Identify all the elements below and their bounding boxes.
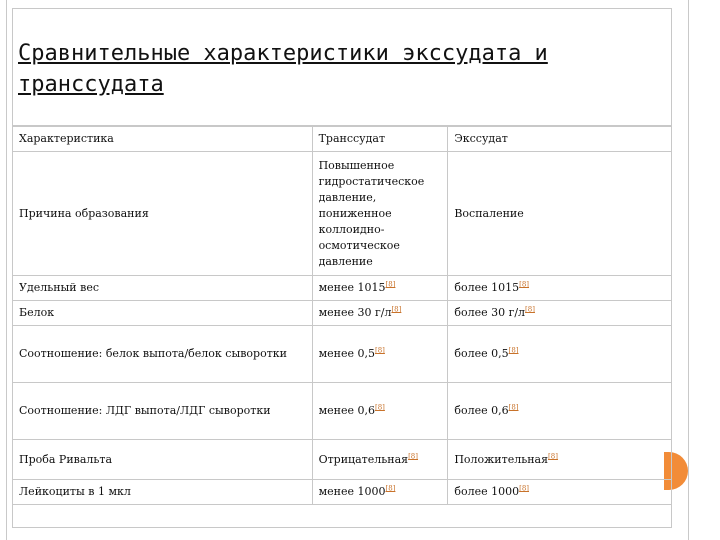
table-row (13, 276, 672, 301)
cell-characteristic: Проба Ривальта (13, 440, 313, 480)
reference-link[interactable]: [8] (374, 346, 385, 355)
cell-characteristic: Белок (13, 301, 313, 326)
reference-link[interactable]: [8] (408, 451, 418, 460)
slide-border-left (6, 0, 7, 540)
header-transudate: Транссудат (312, 127, 448, 152)
cell-value: менее 0,5 (318, 347, 375, 360)
table-row (13, 301, 672, 326)
reference-link[interactable]: [8] (548, 451, 558, 460)
cell-value: менее 30 г/л (318, 306, 392, 319)
reference-link[interactable]: [8] (508, 346, 519, 355)
cell-transudate (312, 440, 448, 480)
cell-value: более 0,6 (454, 404, 509, 417)
cell-value: менее 0,6 (318, 404, 375, 417)
reference-link[interactable]: [8] (525, 305, 535, 314)
comparison-table (12, 126, 672, 505)
cell-transudate (312, 276, 448, 301)
reference-link[interactable]: [8] (519, 280, 530, 289)
cell-exudate: Воспаление (448, 152, 672, 276)
slide-title: Сравнительные характеристики экссудата и транссудата (18, 41, 548, 97)
cell-characteristic: Удельный вес (13, 276, 313, 301)
header-characteristic: Характеристика (13, 127, 313, 152)
reference-link[interactable]: [8] (374, 403, 385, 412)
cell-characteristic: Соотношение: белок выпота/белок сыворотки (13, 326, 313, 383)
cell-characteristic: Причина образования (13, 152, 313, 276)
cell-value: более 1015 (454, 281, 520, 294)
cell-exudate (448, 383, 672, 440)
reference-link[interactable]: [8] (508, 403, 519, 412)
cell-transudate (312, 326, 448, 383)
cell-exudate (448, 276, 672, 301)
cell-value: более 30 г/л (454, 306, 526, 319)
cell-value: более 0,5 (454, 347, 509, 360)
cell-value: Отрицательная (318, 452, 409, 466)
cell-value: менее 1015 (318, 281, 386, 294)
cell-transudate (312, 301, 448, 326)
reference-link[interactable]: [8] (391, 305, 402, 314)
table-row (13, 326, 672, 383)
header-exudate: Экссудат (448, 127, 672, 152)
cell-value: менее 1000 (318, 485, 386, 498)
cell-characteristic: Соотношение: ЛДГ выпота/ЛДГ сыворотки (13, 383, 313, 440)
table-row (13, 440, 672, 480)
cell-transudate (312, 480, 448, 505)
cell-exudate (448, 301, 672, 326)
cell-transudate (312, 383, 448, 440)
cell-value: более 1000 (454, 485, 520, 498)
slide-border-right (688, 0, 689, 540)
reference-link[interactable]: [8] (385, 484, 396, 493)
reference-link[interactable]: [8] (519, 484, 530, 493)
table-row (13, 383, 672, 440)
table-header-row (13, 127, 672, 152)
table-row (13, 152, 672, 276)
cell-value: Положительная (454, 452, 549, 466)
reference-link[interactable]: [8] (385, 280, 396, 289)
cell-characteristic: Лейкоциты в 1 мкл (13, 480, 313, 505)
cell-exudate (448, 440, 672, 480)
table-row (13, 480, 672, 505)
cell-exudate (448, 480, 672, 505)
cell-transudate: Повышенное гидростатическое давление, пониженное коллоидно-осмотическое давление (312, 152, 448, 276)
cell-exudate (448, 326, 672, 383)
